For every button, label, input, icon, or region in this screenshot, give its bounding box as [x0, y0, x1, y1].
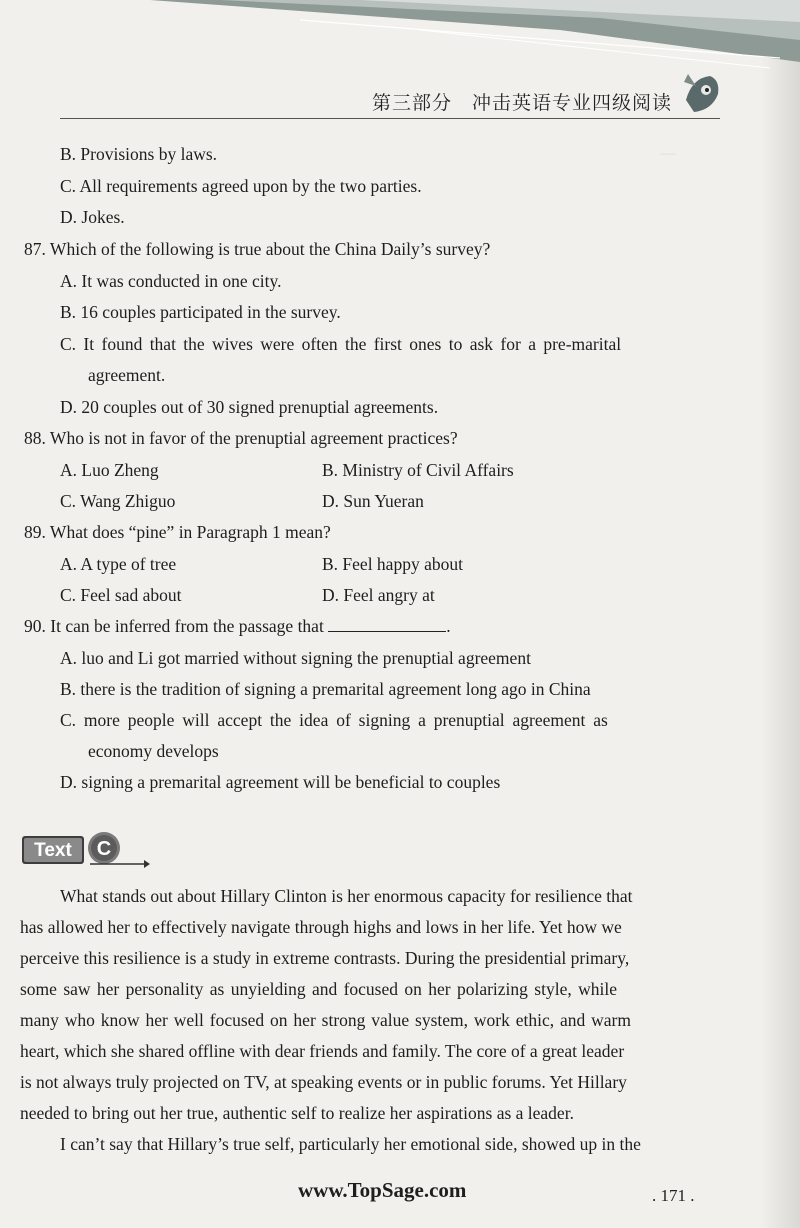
question-87: 87. Which of the following is true about the China Daily’s survey? — [24, 239, 491, 259]
option-89a: A. A type of tree — [60, 554, 177, 574]
option-90d: D. signing a premarital agreement will be beneficial to couples — [60, 772, 501, 792]
question-90 — [24, 615, 451, 637]
option-88a: A. Luo Zheng — [60, 460, 159, 480]
option-87c-continued: agreement. — [88, 365, 166, 385]
option-88b: B. Ministry of Civil Affairs — [322, 460, 514, 480]
option-87c: C. It found that the wives were often the first ones to ask for a pre-marital — [60, 334, 622, 354]
passage-line-4: some saw her personality as unyielding and focused on her polarizing style, while — [20, 979, 617, 999]
question-90-text: 90. It can be inferred from the passage that — [24, 616, 324, 636]
option-90b: B. there is the tradition of signing a premarital agreement long ago in China — [60, 679, 591, 699]
option-88c: C. Wang Zhiguo — [60, 491, 176, 511]
passage-line-2: has allowed her to effectively navigate through highs and lows in her life. Yet how we — [20, 917, 622, 937]
mascot-icon — [682, 70, 722, 116]
option-90c: C. more people will accept the idea of signing a prenuptial agreement as — [60, 710, 608, 730]
footer-url: www.TopSage.com — [298, 1178, 467, 1202]
passage-line-6: heart, which she shared offline with dear friends and family. The core of a great leader — [20, 1041, 625, 1061]
question-88: 88. Who is not in favor of the prenuptial agreement practices? — [24, 428, 458, 448]
option-87a: A. It was conducted in one city. — [60, 271, 282, 291]
passage-line-8: needed to bring out her true, authentic self to realize her aspirations as a leader. — [20, 1103, 574, 1123]
header-rule — [60, 118, 720, 119]
bleed-through: — — [660, 145, 676, 162]
option-87b: B. 16 couples participated in the survey. — [60, 302, 341, 322]
option-87d: D. 20 couples out of 30 signed prenuptial agreements. — [60, 397, 439, 417]
passage-line-7: is not always truly projected on TV, at speaking events or in public forums. Yet Hillary — [20, 1072, 627, 1092]
text-c-section-badge — [20, 830, 150, 870]
option-86b: B. Provisions by laws. — [60, 144, 218, 164]
question-90-period: . — [446, 616, 451, 636]
passage-line-9: I can’t say that Hillary’s true self, particularly her emotional side, showed up in the — [60, 1134, 641, 1154]
answer-blank — [328, 617, 446, 632]
option-86c: C. All requirements agreed upon by the two parties. — [60, 176, 422, 196]
option-90c-continued: economy develops — [88, 741, 219, 761]
page-edge-shadow — [760, 0, 800, 1228]
option-89c: C. Feel sad about — [60, 585, 182, 605]
passage-line-3: perceive this resilience is a study in extreme contrasts. During the presidential primary, — [20, 948, 630, 968]
option-89d: D. Feel angry at — [322, 585, 435, 605]
passage-line-5: many who know her well focused on her strong value system, work ethic, and warm — [20, 1010, 631, 1030]
page-number: . 171 . — [652, 1186, 695, 1205]
option-89b: B. Feel happy about — [322, 554, 463, 574]
question-89: 89. What does “pine” in Paragraph 1 mean? — [24, 522, 331, 542]
passage-line-1: What stands out about Hillary Clinton is her enormous capacity for resilience that — [60, 886, 633, 906]
badge-text: Text — [34, 840, 72, 861]
header-title: 第三部分 冲击英语专业四级阅读 — [372, 92, 673, 114]
badge-letter: C — [96, 838, 112, 860]
option-86d: D. Jokes. — [60, 207, 125, 227]
option-90a: A. luo and Li got married without signing the prenuptial agreement — [60, 648, 531, 668]
option-88d: D. Sun Yueran — [322, 491, 424, 511]
